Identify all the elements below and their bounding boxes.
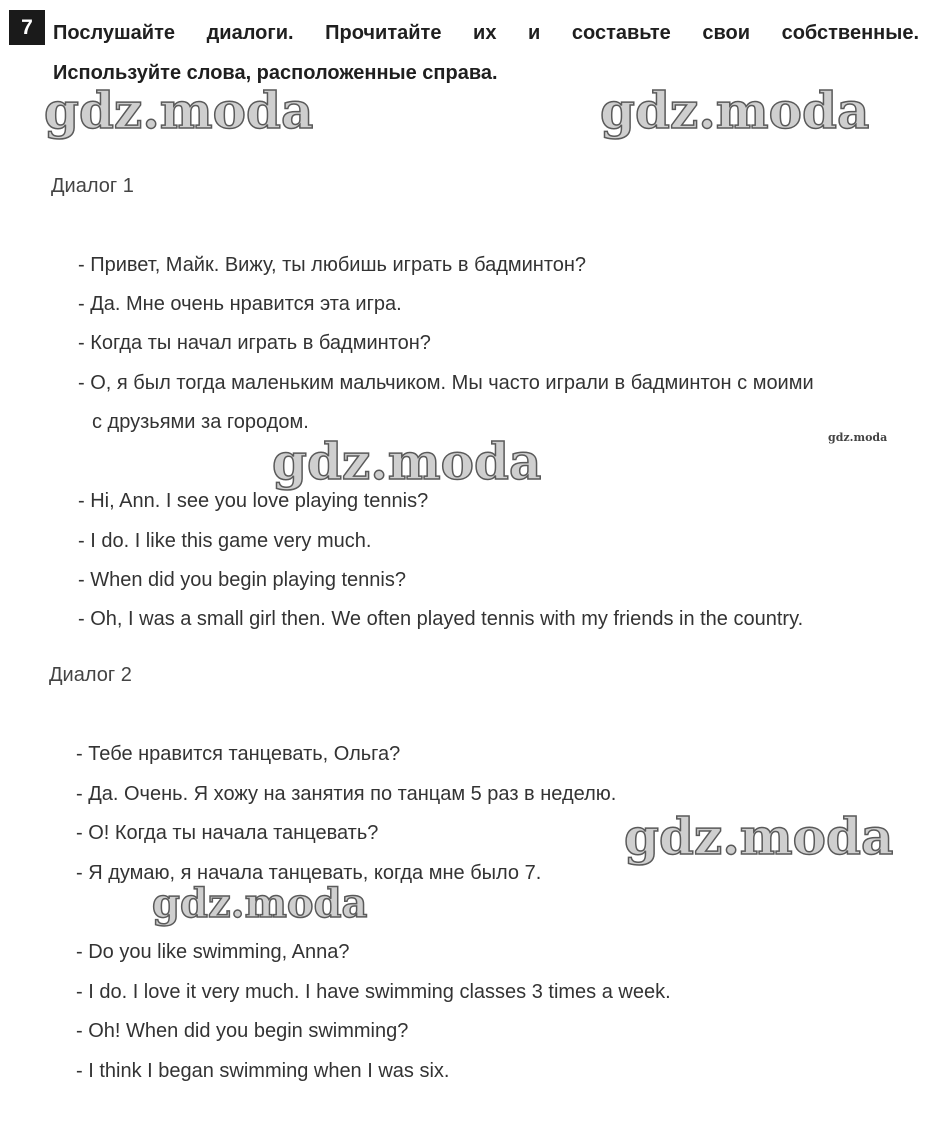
dialog-1-en-line: - When did you begin playing tennis? [78, 569, 406, 591]
task-instruction-line-1: Послушайте диалоги. Прочитайте их и составьте свои собственные. [53, 22, 919, 44]
dialog-1-ru-line: с друзьями за городом. [92, 411, 309, 433]
dialog-2-en-line: - I think I began swimming when I was six. [76, 1060, 450, 1082]
dialog-2-en-line: - I do. I love it very much. I have swimming classes 3 times a week. [76, 981, 671, 1003]
dialog-2-ru-line: - Тебе нравится танцевать, Ольга? [76, 743, 401, 765]
dialog-2-title: Диалог 2 [49, 664, 132, 686]
watermark-logo: gdz.moda [272, 432, 542, 491]
watermark-logo: gdz.moda [600, 81, 870, 140]
watermark-logo: gdz.moda [152, 880, 368, 927]
dialog-2-ru-line: - Да. Очень. Я хожу на занятия по танцам 5 раз в неделю. [76, 783, 617, 805]
task-number-badge: 7 [9, 10, 45, 45]
dialog-1-ru-line: - Да. Мне очень нравится эта игра. [78, 293, 402, 315]
dialog-2-ru-line: - Я думаю, я начала танцевать, когда мне было 7. [76, 862, 542, 884]
task-instruction-line-2: Используйте слова, расположенные справа. [53, 62, 498, 84]
dialog-2-en-line: - Oh! When did you begin swimming? [76, 1020, 409, 1042]
dialog-1-ru-line: - Привет, Майк. Вижу, ты любишь играть в бадминтон? [78, 254, 587, 276]
dialog-2-ru-line: - О! Когда ты начала танцевать? [76, 822, 379, 844]
dialog-1-en-line: - Hi, Ann. I see you love playing tennis? [78, 490, 429, 512]
dialog-1-title: Диалог 1 [51, 175, 134, 197]
dialog-1-ru-line: - Когда ты начал играть в бадминтон? [78, 332, 431, 354]
dialog-2-en-line: - Do you like swimming, Anna? [76, 941, 350, 963]
dialog-1-en-line: - Oh, I was a small girl then. We often played tennis with my friends in the country. [78, 608, 804, 630]
watermark-logo: gdz.moda [44, 81, 314, 140]
watermark-logo: gdz.moda [624, 807, 894, 866]
dialog-1-ru-line: - О, я был тогда маленьким мальчиком. Мы часто играли в бадминтон с моими [78, 372, 814, 394]
watermark-logo-small: gdz.moda [828, 431, 888, 444]
dialog-1-en-line: - I do. I like this game very much. [78, 530, 372, 552]
